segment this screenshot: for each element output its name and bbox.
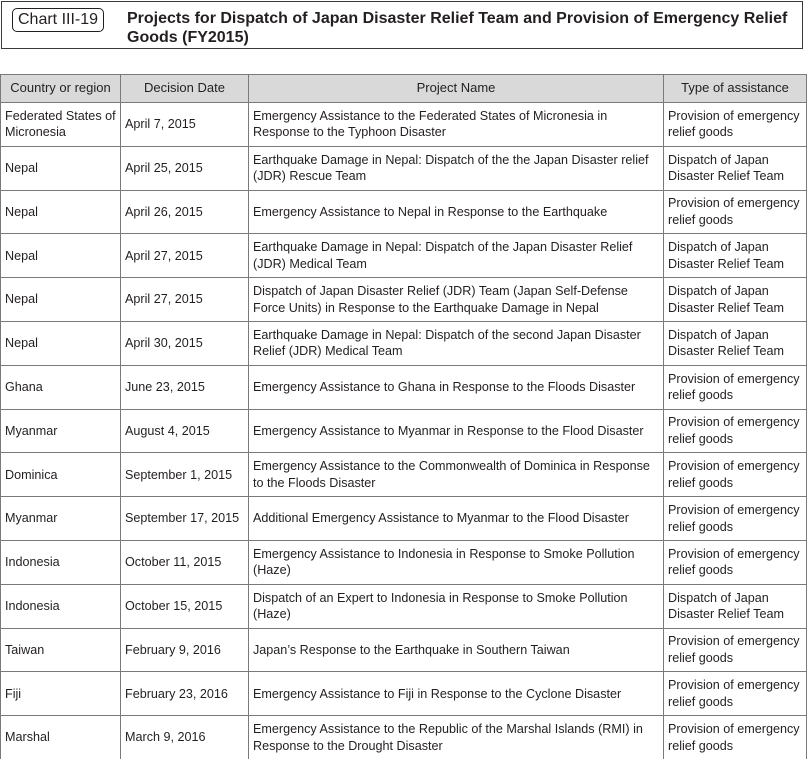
table-row: [1, 628, 807, 672]
cell-type: Provision of emergency relief goods: [664, 103, 807, 147]
cell-date: February 9, 2016: [121, 628, 249, 672]
cell-project: Earthquake Damage in Nepal: Dispatch of the the Japan Disaster relief (JDR) Rescue Team: [249, 146, 664, 190]
cell-date: April 7, 2015: [121, 103, 249, 147]
cell-country: Myanmar: [1, 409, 121, 453]
column-header-date: Decision Date: [121, 75, 249, 103]
table-row: [1, 146, 807, 190]
cell-country: Nepal: [1, 278, 121, 322]
cell-type: Dispatch of Japan Disaster Relief Team: [664, 234, 807, 278]
table-row: [1, 190, 807, 234]
cell-country: Indonesia: [1, 584, 121, 628]
cell-country: Federated States of Micronesia: [1, 103, 121, 147]
cell-country: Nepal: [1, 146, 121, 190]
cell-country: Nepal: [1, 321, 121, 365]
cell-project: Emergency Assistance to the Republic of the Marshal Islands (RMI) in Response to the Drought Disaster: [249, 716, 664, 759]
cell-type: Provision of emergency relief goods: [664, 190, 807, 234]
cell-date: April 26, 2015: [121, 190, 249, 234]
cell-country: Ghana: [1, 365, 121, 409]
cell-country: Nepal: [1, 234, 121, 278]
cell-project: Emergency Assistance to Fiji in Response to the Cyclone Disaster: [249, 672, 664, 716]
table-row: [1, 365, 807, 409]
cell-type: Provision of emergency relief goods: [664, 540, 807, 584]
cell-project: Japan’s Response to the Earthquake in Southern Taiwan: [249, 628, 664, 672]
cell-country: Fiji: [1, 672, 121, 716]
cell-project: Emergency Assistance to the Commonwealth of Dominica in Response to the Floods Disaster: [249, 453, 664, 497]
cell-date: April 27, 2015: [121, 234, 249, 278]
table-row: [1, 409, 807, 453]
table-row: [1, 716, 807, 759]
cell-type: Provision of emergency relief goods: [664, 628, 807, 672]
cell-country: Marshal: [1, 716, 121, 759]
cell-country: Myanmar: [1, 497, 121, 541]
cell-date: April 25, 2015: [121, 146, 249, 190]
cell-date: April 27, 2015: [121, 278, 249, 322]
table-row: [1, 672, 807, 716]
cell-project: Emergency Assistance to Myanmar in Response to the Flood Disaster: [249, 409, 664, 453]
cell-type: Dispatch of Japan Disaster Relief Team: [664, 321, 807, 365]
cell-project: Dispatch of Japan Disaster Relief (JDR) Team (Japan Self-Defense Force Units) in Response to the Earthquake Damage in Nepal: [249, 278, 664, 322]
cell-date: April 30, 2015: [121, 321, 249, 365]
cell-country: Dominica: [1, 453, 121, 497]
cell-project: Additional Emergency Assistance to Myanmar to the Flood Disaster: [249, 497, 664, 541]
cell-project: Earthquake Damage in Nepal: Dispatch of the Japan Disaster Relief (JDR) Medical Team: [249, 234, 664, 278]
cell-type: Provision of emergency relief goods: [664, 716, 807, 759]
cell-date: June 23, 2015: [121, 365, 249, 409]
table-row: [1, 584, 807, 628]
cell-country: Indonesia: [1, 540, 121, 584]
table-row: [1, 321, 807, 365]
cell-project: Emergency Assistance to Indonesia in Response to Smoke Pollution (Haze): [249, 540, 664, 584]
cell-type: Provision of emergency relief goods: [664, 497, 807, 541]
cell-type: Provision of emergency relief goods: [664, 409, 807, 453]
chart-number-badge: Chart III-19: [12, 8, 104, 32]
projects-table: [0, 74, 807, 759]
cell-project: Dispatch of an Expert to Indonesia in Response to Smoke Pollution (Haze): [249, 584, 664, 628]
cell-date: March 9, 2016: [121, 716, 249, 759]
column-header-type: Type of assistance: [664, 75, 807, 103]
cell-project: Emergency Assistance to Ghana in Response to the Floods Disaster: [249, 365, 664, 409]
cell-type: Dispatch of Japan Disaster Relief Team: [664, 146, 807, 190]
table-header-row: [1, 75, 807, 103]
chart-title: Projects for Dispatch of Japan Disaster Relief Team and Provision of Emergency Relief Goods (FY2015): [127, 10, 788, 46]
chart-header: [1, 1, 803, 49]
cell-date: October 15, 2015: [121, 584, 249, 628]
cell-type: Dispatch of Japan Disaster Relief Team: [664, 584, 807, 628]
cell-date: October 11, 2015: [121, 540, 249, 584]
cell-date: September 17, 2015: [121, 497, 249, 541]
cell-type: Provision of emergency relief goods: [664, 672, 807, 716]
table-row: [1, 453, 807, 497]
table-row: [1, 278, 807, 322]
table-row: [1, 497, 807, 541]
column-header-project: Project Name: [249, 75, 664, 103]
table-row: [1, 103, 807, 147]
cell-project: Emergency Assistance to the Federated States of Micronesia in Response to the Typhoon Disaster: [249, 103, 664, 147]
table-body: [1, 103, 807, 759]
cell-type: Dispatch of Japan Disaster Relief Team: [664, 278, 807, 322]
cell-project: Earthquake Damage in Nepal: Dispatch of the second Japan Disaster Relief (JDR) Medical Team: [249, 321, 664, 365]
cell-date: February 23, 2016: [121, 672, 249, 716]
cell-type: Provision of emergency relief goods: [664, 453, 807, 497]
table-row: [1, 540, 807, 584]
cell-date: August 4, 2015: [121, 409, 249, 453]
cell-type: Provision of emergency relief goods: [664, 365, 807, 409]
table-row: [1, 234, 807, 278]
cell-project: Emergency Assistance to Nepal in Response to the Earthquake: [249, 190, 664, 234]
cell-country: Taiwan: [1, 628, 121, 672]
cell-country: Nepal: [1, 190, 121, 234]
column-header-country: Country or region: [1, 75, 121, 103]
cell-date: September 1, 2015: [121, 453, 249, 497]
